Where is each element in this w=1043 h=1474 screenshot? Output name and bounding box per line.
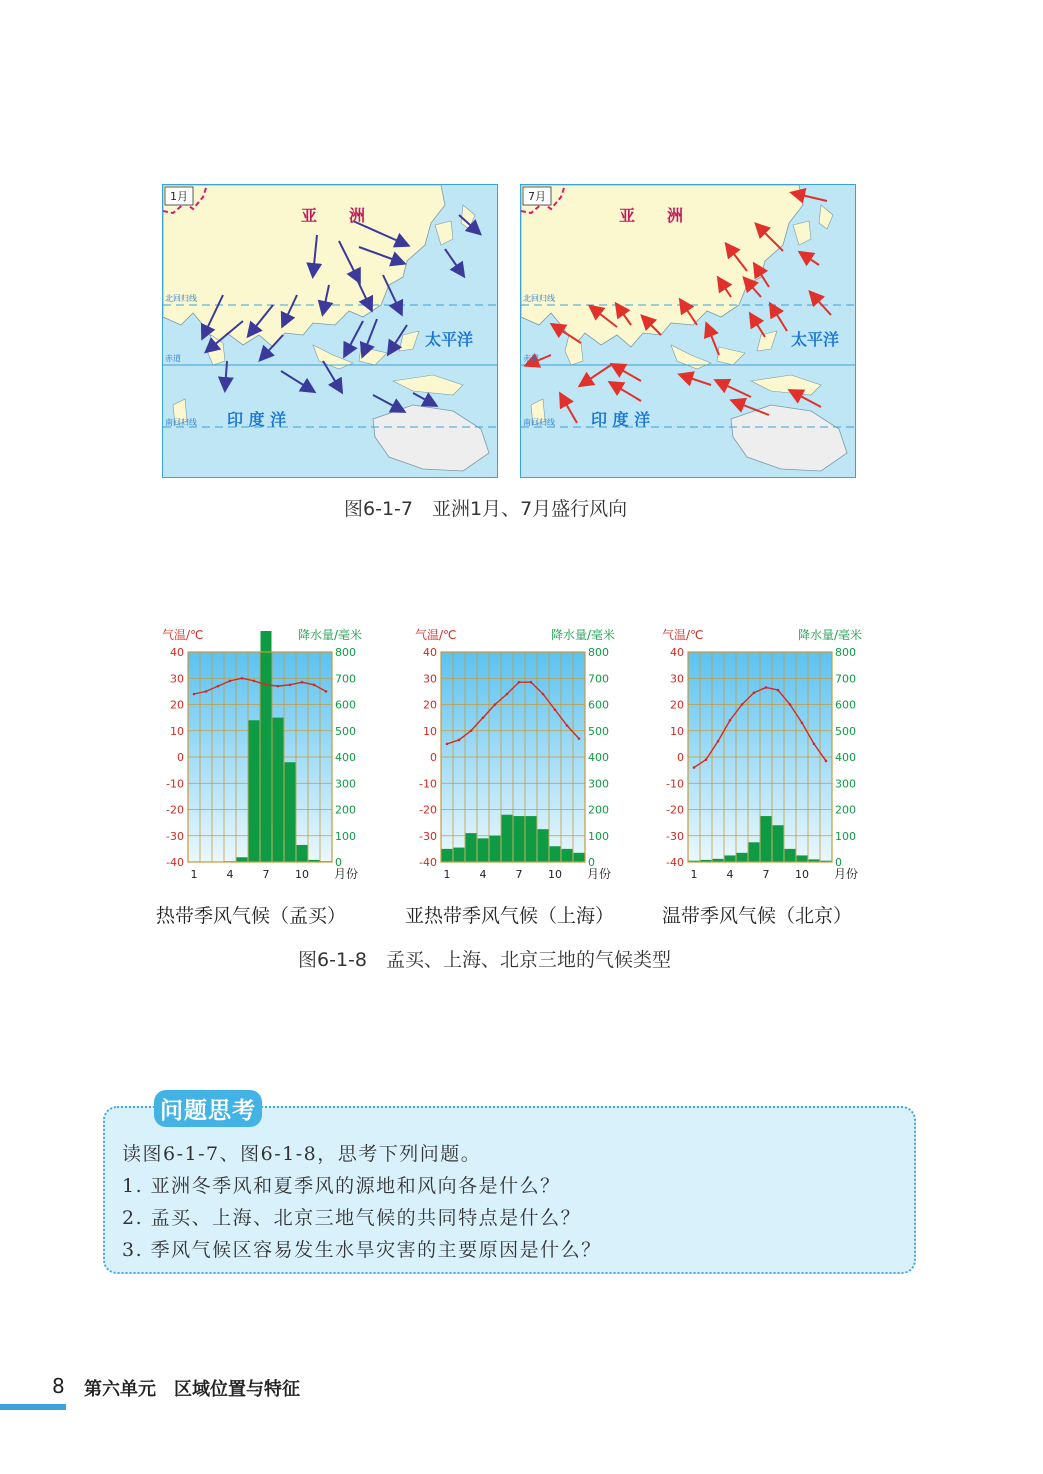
y-right-tick: 0 <box>588 856 595 869</box>
figure-caption-wind: 图6-1-7 亚洲1月、7月盛行风向 <box>344 498 628 520</box>
temperature-point <box>241 677 244 680</box>
temperature-point <box>825 760 828 763</box>
indian-ocean-label: 印 度 洋 <box>227 410 287 429</box>
equator-label: 赤道 <box>523 354 539 363</box>
climate-chart-shanghai <box>411 622 643 884</box>
precipitation-bar <box>797 855 808 862</box>
y-right-tick: 100 <box>335 829 356 843</box>
y-left-tick: -10 <box>419 777 437 791</box>
temperature-point <box>578 737 581 740</box>
y-right-tick: 300 <box>335 777 356 791</box>
y-left-tick: 10 <box>170 724 184 738</box>
temperature-point <box>530 681 533 684</box>
temperature-point <box>494 703 497 706</box>
temperature-point <box>229 680 232 683</box>
temperature-point <box>253 680 256 683</box>
precipitation-bar <box>285 762 296 862</box>
x-tick: 1 <box>190 868 198 881</box>
y-left-tick: 30 <box>670 672 684 686</box>
y-left-tick: -10 <box>666 777 684 791</box>
precipitation-bar <box>490 836 501 862</box>
x-axis-label: 月份 <box>334 867 359 881</box>
y-right-tick: 200 <box>588 803 609 817</box>
y-right-tick: 0 <box>835 856 842 869</box>
precipitation-bar <box>550 846 561 862</box>
precipitation-bar <box>514 816 525 862</box>
temperature-point <box>717 740 720 743</box>
y-left-tick: 0 <box>430 751 437 764</box>
chart-title-beijing: 温带季风气候（北京） <box>662 905 853 927</box>
y-left-tick: 0 <box>677 751 684 764</box>
precipitation-bar <box>478 838 489 862</box>
y-right-tick: 800 <box>335 646 356 659</box>
precipitation-bar <box>502 815 513 862</box>
temperature-point <box>458 739 461 742</box>
pacific-label: 太平洋 <box>425 330 474 349</box>
temperature-point <box>705 758 708 761</box>
y-left-axis-label: 气温/℃ <box>415 628 457 642</box>
y-left-tick: 40 <box>670 646 684 659</box>
y-left-tick: -10 <box>166 777 184 791</box>
y-left-tick: 0 <box>177 751 184 764</box>
y-right-tick: 400 <box>835 751 856 764</box>
temperature-point <box>446 743 449 746</box>
figure-caption-climate: 图6-1-8 孟买、上海、北京三地的气候类型 <box>298 949 671 971</box>
y-right-tick: 400 <box>588 751 609 764</box>
y-left-tick: 10 <box>423 724 437 738</box>
continent-label: 亚 洲 <box>301 206 366 225</box>
question-item: 1. 亚洲冬季风和夏季风的源地和风向各是什么？ <box>122 1175 561 1197</box>
equator-label: 赤道 <box>165 354 181 363</box>
y-right-tick: 700 <box>835 672 856 686</box>
y-left-tick: -20 <box>166 803 184 817</box>
temperature-point <box>265 684 268 687</box>
x-tick: 1 <box>443 868 451 881</box>
y-right-axis-label: 降水量/毫米 <box>550 628 615 642</box>
y-right-tick: 200 <box>335 803 356 817</box>
question-item: 2. 孟买、上海、北京三地气候的共同特点是什么？ <box>122 1207 582 1229</box>
temperature-point <box>277 685 280 688</box>
x-tick: 4 <box>479 868 487 881</box>
temperature-point <box>542 693 545 696</box>
temperature-point <box>741 703 744 706</box>
x-tick: 1 <box>690 868 698 881</box>
indian-ocean-label: 印 度 洋 <box>591 410 651 429</box>
chart-title-shanghai: 亚热带季风气候（上海） <box>405 905 615 927</box>
temperature-point <box>313 684 316 687</box>
precipitation-bar <box>442 849 453 862</box>
y-right-tick: 500 <box>835 724 856 738</box>
temperature-point <box>777 689 780 692</box>
x-tick: 7 <box>762 868 770 881</box>
temperature-point <box>693 766 696 769</box>
y-right-tick: 400 <box>335 751 356 764</box>
precipitation-bar <box>466 833 477 862</box>
x-axis-label: 月份 <box>587 867 612 881</box>
question-intro: 读图6-1-7、图6-1-8，思考下列问题。 <box>122 1143 482 1165</box>
y-left-tick: -30 <box>419 829 437 843</box>
y-left-tick: -40 <box>166 856 184 869</box>
temperature-point <box>470 729 473 732</box>
y-right-tick: 300 <box>588 777 609 791</box>
y-left-axis-label: 气温/℃ <box>662 628 704 642</box>
temperature-point <box>753 691 756 694</box>
temperature-point <box>801 722 804 725</box>
y-right-tick: 500 <box>588 724 609 738</box>
tropic-south-label: 南回归线 <box>165 418 197 427</box>
precipitation-bar <box>273 718 284 862</box>
tropic-north-label: 北回归线 <box>523 294 555 303</box>
y-right-tick: 100 <box>835 829 856 843</box>
footer-accent-bar <box>0 1404 66 1410</box>
precipitation-bar <box>261 631 272 862</box>
y-right-tick: 100 <box>588 829 609 843</box>
y-right-tick: 800 <box>835 646 856 659</box>
question-item: 3. 季风气候区容易发生水旱灾害的主要原因是什么？ <box>122 1239 602 1261</box>
climate-chart-beijing <box>658 622 890 884</box>
y-left-tick: -30 <box>166 829 184 843</box>
map-month-label: 7月 <box>528 190 546 203</box>
precipitation-bar <box>538 829 549 862</box>
temperature-point <box>482 716 485 719</box>
y-left-tick: 20 <box>170 698 184 712</box>
chart-title-mumbai: 热带季风气候（孟买） <box>156 905 347 927</box>
climate-chart-mumbai <box>158 622 390 884</box>
precipitation-bar <box>526 816 537 862</box>
temperature-point <box>566 724 569 727</box>
temperature-point <box>729 719 732 722</box>
x-tick: 7 <box>515 868 523 881</box>
map-month-label: 1月 <box>170 190 188 203</box>
x-axis-label: 月份 <box>834 867 859 881</box>
y-left-tick: 40 <box>170 646 184 659</box>
page-number: 8 <box>52 1374 65 1398</box>
temperature-point <box>789 703 792 706</box>
y-left-tick: -30 <box>666 829 684 843</box>
temperature-point <box>205 690 208 693</box>
y-right-tick: 700 <box>588 672 609 686</box>
unit-title: 第六单元 区域位置与特征 <box>84 1379 300 1400</box>
temperature-point <box>289 684 292 687</box>
temperature-point <box>506 693 509 696</box>
temperature-point <box>325 690 328 693</box>
x-tick: 10 <box>548 868 562 881</box>
precipitation-bar <box>749 842 760 862</box>
y-left-tick: 10 <box>670 724 684 738</box>
y-left-tick: 30 <box>423 672 437 686</box>
precipitation-bar <box>725 855 736 862</box>
x-tick: 4 <box>726 868 734 881</box>
y-left-tick: -20 <box>419 803 437 817</box>
y-left-tick: 20 <box>670 698 684 712</box>
y-right-tick: 500 <box>335 724 356 738</box>
temperature-point <box>193 693 196 696</box>
y-right-tick: 0 <box>335 856 342 869</box>
y-left-tick: -40 <box>666 856 684 869</box>
map-january <box>162 184 498 478</box>
y-right-tick: 800 <box>588 646 609 659</box>
y-right-tick: 600 <box>835 698 856 712</box>
precipitation-bar <box>785 849 796 862</box>
y-right-tick: 600 <box>588 698 609 712</box>
y-right-tick: 600 <box>335 698 356 712</box>
precipitation-bar <box>249 720 260 862</box>
y-right-axis-label: 降水量/毫米 <box>797 628 862 642</box>
temperature-point <box>813 743 816 746</box>
precipitation-bar <box>737 853 748 862</box>
precipitation-bar <box>562 849 573 862</box>
y-right-tick: 700 <box>335 672 356 686</box>
question-box-title: 问题思考 <box>154 1090 262 1127</box>
tropic-south-label: 南回归线 <box>523 418 555 427</box>
y-right-axis-label: 降水量/毫米 <box>297 628 362 642</box>
precipitation-bar <box>237 857 248 862</box>
precipitation-bar <box>297 845 308 862</box>
temperature-point <box>217 685 220 688</box>
y-right-tick: 300 <box>835 777 856 791</box>
precipitation-bar <box>454 848 465 862</box>
temperature-point <box>301 681 304 684</box>
y-left-tick: -40 <box>419 856 437 869</box>
temperature-point <box>554 708 557 711</box>
pacific-label: 太平洋 <box>791 330 840 349</box>
y-left-axis-label: 气温/℃ <box>162 628 204 642</box>
x-tick: 10 <box>795 868 809 881</box>
x-tick: 7 <box>262 868 270 881</box>
temperature-point <box>518 681 521 684</box>
tropic-north-label: 北回归线 <box>165 294 197 303</box>
y-left-tick: 40 <box>423 646 437 659</box>
x-tick: 10 <box>295 868 309 881</box>
temperature-point <box>765 686 768 689</box>
map-july <box>520 184 856 478</box>
precipitation-bar <box>574 853 585 862</box>
precipitation-bar <box>761 816 772 862</box>
continent-label: 亚 洲 <box>619 206 684 225</box>
y-left-tick: -20 <box>666 803 684 817</box>
y-left-tick: 30 <box>170 672 184 686</box>
y-left-tick: 20 <box>423 698 437 712</box>
x-tick: 4 <box>226 868 234 881</box>
precipitation-bar <box>773 825 784 862</box>
y-right-tick: 200 <box>835 803 856 817</box>
